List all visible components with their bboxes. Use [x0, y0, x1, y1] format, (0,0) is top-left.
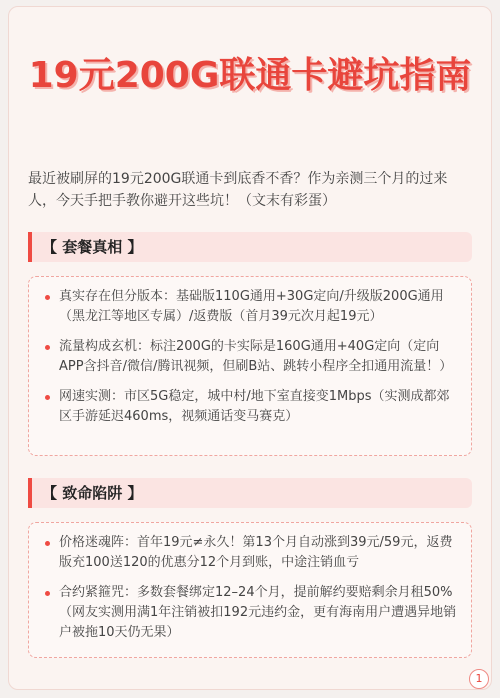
- section-box-package-truth: [28, 276, 472, 456]
- list-item: [43, 533, 457, 573]
- section-header-package-truth: 【 套餐真相 】: [28, 232, 472, 262]
- list-item: [43, 583, 457, 643]
- page-number-badge: 1: [469, 669, 489, 689]
- list-item-text: 合约紧箍咒：多数套餐绑定12–24个月，提前解约要赔剩余月租50%（网友实测用满1年注销被扣192元违约金，更有海南用户遭遇异地销户被拖10天仍无果）: [59, 585, 457, 640]
- list-item: [43, 387, 457, 427]
- bullet-icon: [45, 345, 50, 350]
- section-box-fatal-traps: [28, 522, 472, 658]
- bullet-icon: [45, 591, 50, 596]
- list-item-text: 流量构成玄机：标注200G的卡实际是160G通用+40G定向（定向APP含抖音/微信/腾讯视频，但刷B站、跳转小程序全扣通用流量！）: [59, 339, 453, 374]
- list-item-text: 真实存在但分版本：基础版110G通用+30G定向/升级版200G通用（黑龙江等地区专属）/返费版（首月39元次月起19元）: [59, 289, 444, 324]
- bullet-icon: [45, 395, 50, 400]
- list-item-text: 价格迷魂阵：首年19元≠永久！第13个月自动涨到39元/59元，返费版充100送120的优惠分12个月到账，中途注销血亏: [59, 535, 453, 570]
- list-item-text: 网速实测：市区5G稳定，城中村/地下室直接变1Mbps（实测成都郊区手游延迟460ms，视频通话变马赛克）: [59, 389, 450, 424]
- page-title: 19元200G联通卡避坑指南: [28, 55, 472, 96]
- list-item: [43, 287, 457, 327]
- bullet-icon: [45, 295, 50, 300]
- intro-paragraph: 最近被刷屏的19元200G联通卡到底香不香？作为亲测三个月的过来人，今天手把手教你避开这些坑！（文末有彩蛋）: [28, 171, 448, 209]
- list-item: [43, 337, 457, 377]
- bullet-icon: [45, 541, 50, 546]
- section-header-fatal-traps: 【 致命陷阱 】: [28, 478, 472, 508]
